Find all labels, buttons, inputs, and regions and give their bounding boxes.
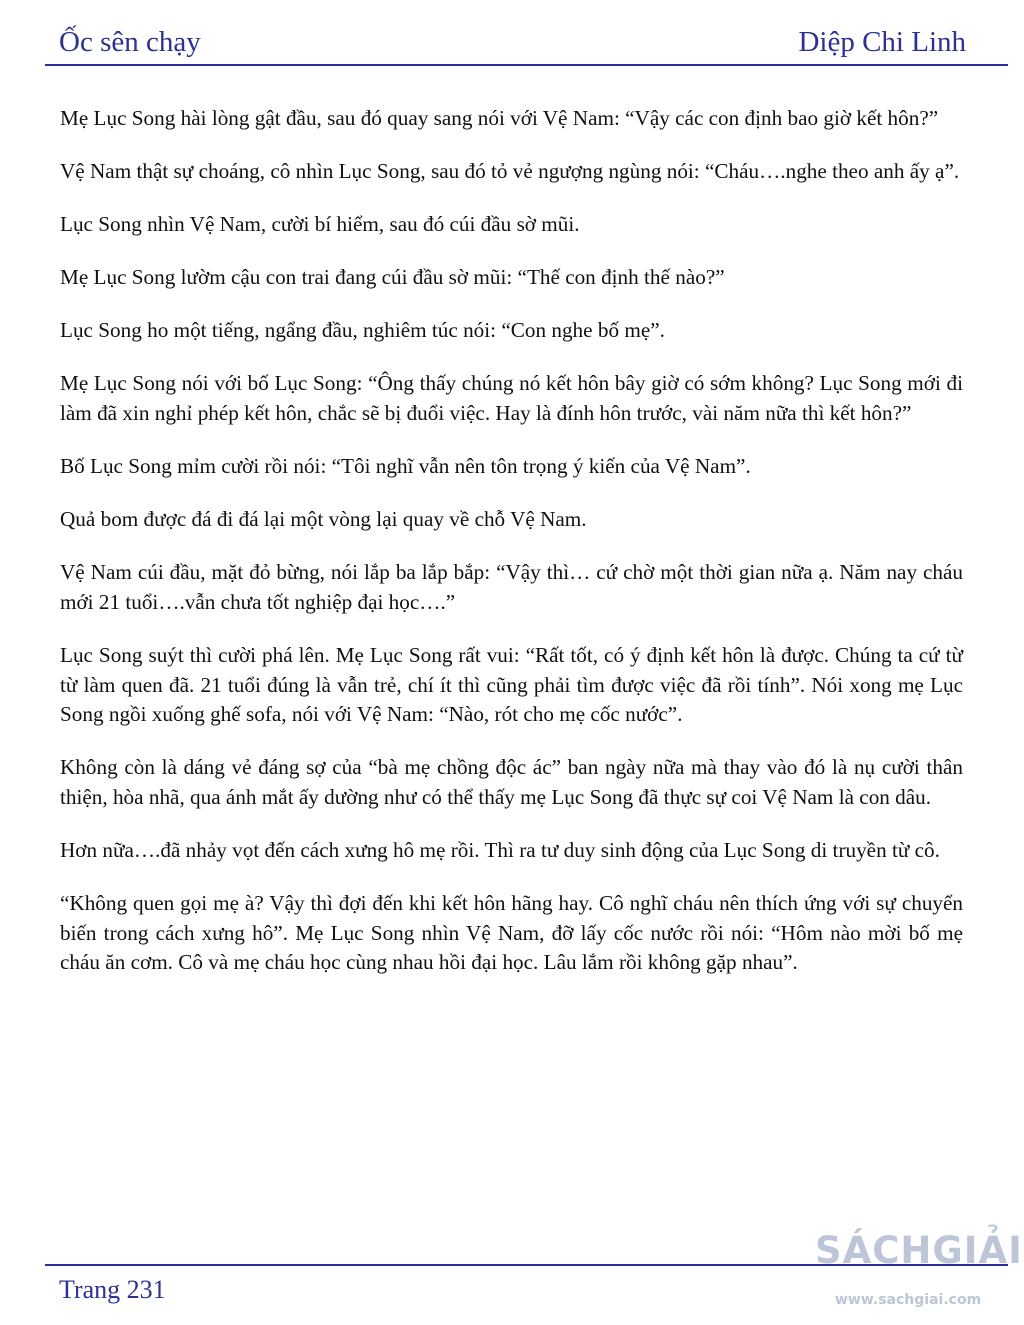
paragraph: Lục Song nhìn Vệ Nam, cười bí hiểm, sau đó cúi đầu sờ mũi.: [60, 212, 580, 237]
paragraph: Lục Song suýt thì cười phá lên. Mẹ Lục Song rất vui: “Rất tốt, có ý định kết hôn là được. Chúng ta cứ từ từ làm quen đã. 21 tuổi đúng là vẫn trẻ, chí ít thì cũng phải tìm được việc đã rồi tính”. Nói xong mẹ Lục Song ngồi xuống ghế sofa, nói với Vệ Nam: “Nào, rót cho mẹ cốc nước”.: [60, 643, 963, 727]
paragraph: Mẹ Lục Song nói với bố Lục Song: “Ông thấy chúng nó kết hôn bây giờ có sớm không? Lục Song mới đi làm đã xin nghỉ phép kết hôn, chắc sẽ bị đuổi việc. Hay là đính hôn trước, vài năm nữa thì kết hôn?”: [60, 371, 963, 426]
paragraph: Hơn nữa….đã nhảy vọt đến cách xưng hô mẹ rồi. Thì ra tư duy sinh động của Lục Song di truyền từ cô.: [60, 838, 940, 862]
paragraph: “Không quen gọi mẹ à? Vậy thì đợi đến khi kết hôn hãng hay. Cô nghĩ cháu nên thích ứng với sự chuyển biến trong cách xưng hô”. Mẹ Lục Song nhìn Vệ Nam, đỡ lấy cốc nước rồi nói: “Hôm nào mời bố mẹ cháu ăn cơm. Cô và mẹ cháu học cùng nhau hồi đại học. Lâu lắm rồi không gặp nhau”.: [60, 891, 963, 975]
page-number: Trang 231: [59, 1275, 166, 1304]
book-title: Ốc sên chạy: [59, 26, 201, 58]
paragraph: Mẹ Lục Song hài lòng gật đầu, sau đó quay sang nói với Vệ Nam: “Vậy các con định bao giờ kết hôn?”: [60, 106, 939, 130]
paragraph: Bố Lục Song mỉm cười rồi nói: “Tôi nghĩ vẫn nên tôn trọng ý kiến của Vệ Nam”.: [60, 454, 751, 479]
paragraph: Vệ Nam thật sự choáng, cô nhìn Lục Song, sau đó tỏ vẻ ngượng ngùng nói: “Cháu….nghe theo anh ấy ạ”.: [60, 159, 960, 184]
header-divider: [45, 64, 1008, 66]
watermark-url: www.sachgiai.com: [835, 1292, 982, 1308]
paragraph: Không còn là dáng vẻ đáng sợ của “bà mẹ chồng độc ác” ban ngày nữa mà thay vào đó là nụ cười thân thiện, hòa nhã, qua ánh mắt ấy dường như có thể thấy mẹ Lục Song đã thực sự coi Vệ Nam là con dâu.: [60, 755, 963, 809]
author-name: Diệp Chi Linh: [798, 26, 966, 58]
paragraph: Vệ Nam cúi đầu, mặt đỏ bừng, nói lắp ba lắp bắp: “Vậy thì… cứ chờ một thời gian nữa ạ. Năm nay cháu mới 21 tuổi….vẫn chưa tốt nghiệp đại học….”: [60, 560, 963, 614]
watermark-logo: SÁCHGIẢI: [815, 1229, 1023, 1272]
paragraph: Mẹ Lục Song lườm cậu con trai đang cúi đầu sờ mũi: “Thế con định thế nào?”: [60, 265, 725, 290]
paragraph: Lục Song ho một tiếng, ngẩng đầu, nghiêm túc nói: “Con nghe bố mẹ”.: [60, 318, 665, 343]
paragraph: Quả bom được đá đi đá lại một vòng lại quay về chỗ Vệ Nam.: [60, 507, 587, 532]
page-body: [60, 104, 963, 1001]
sachgiai-watermark: [815, 1226, 1023, 1321]
